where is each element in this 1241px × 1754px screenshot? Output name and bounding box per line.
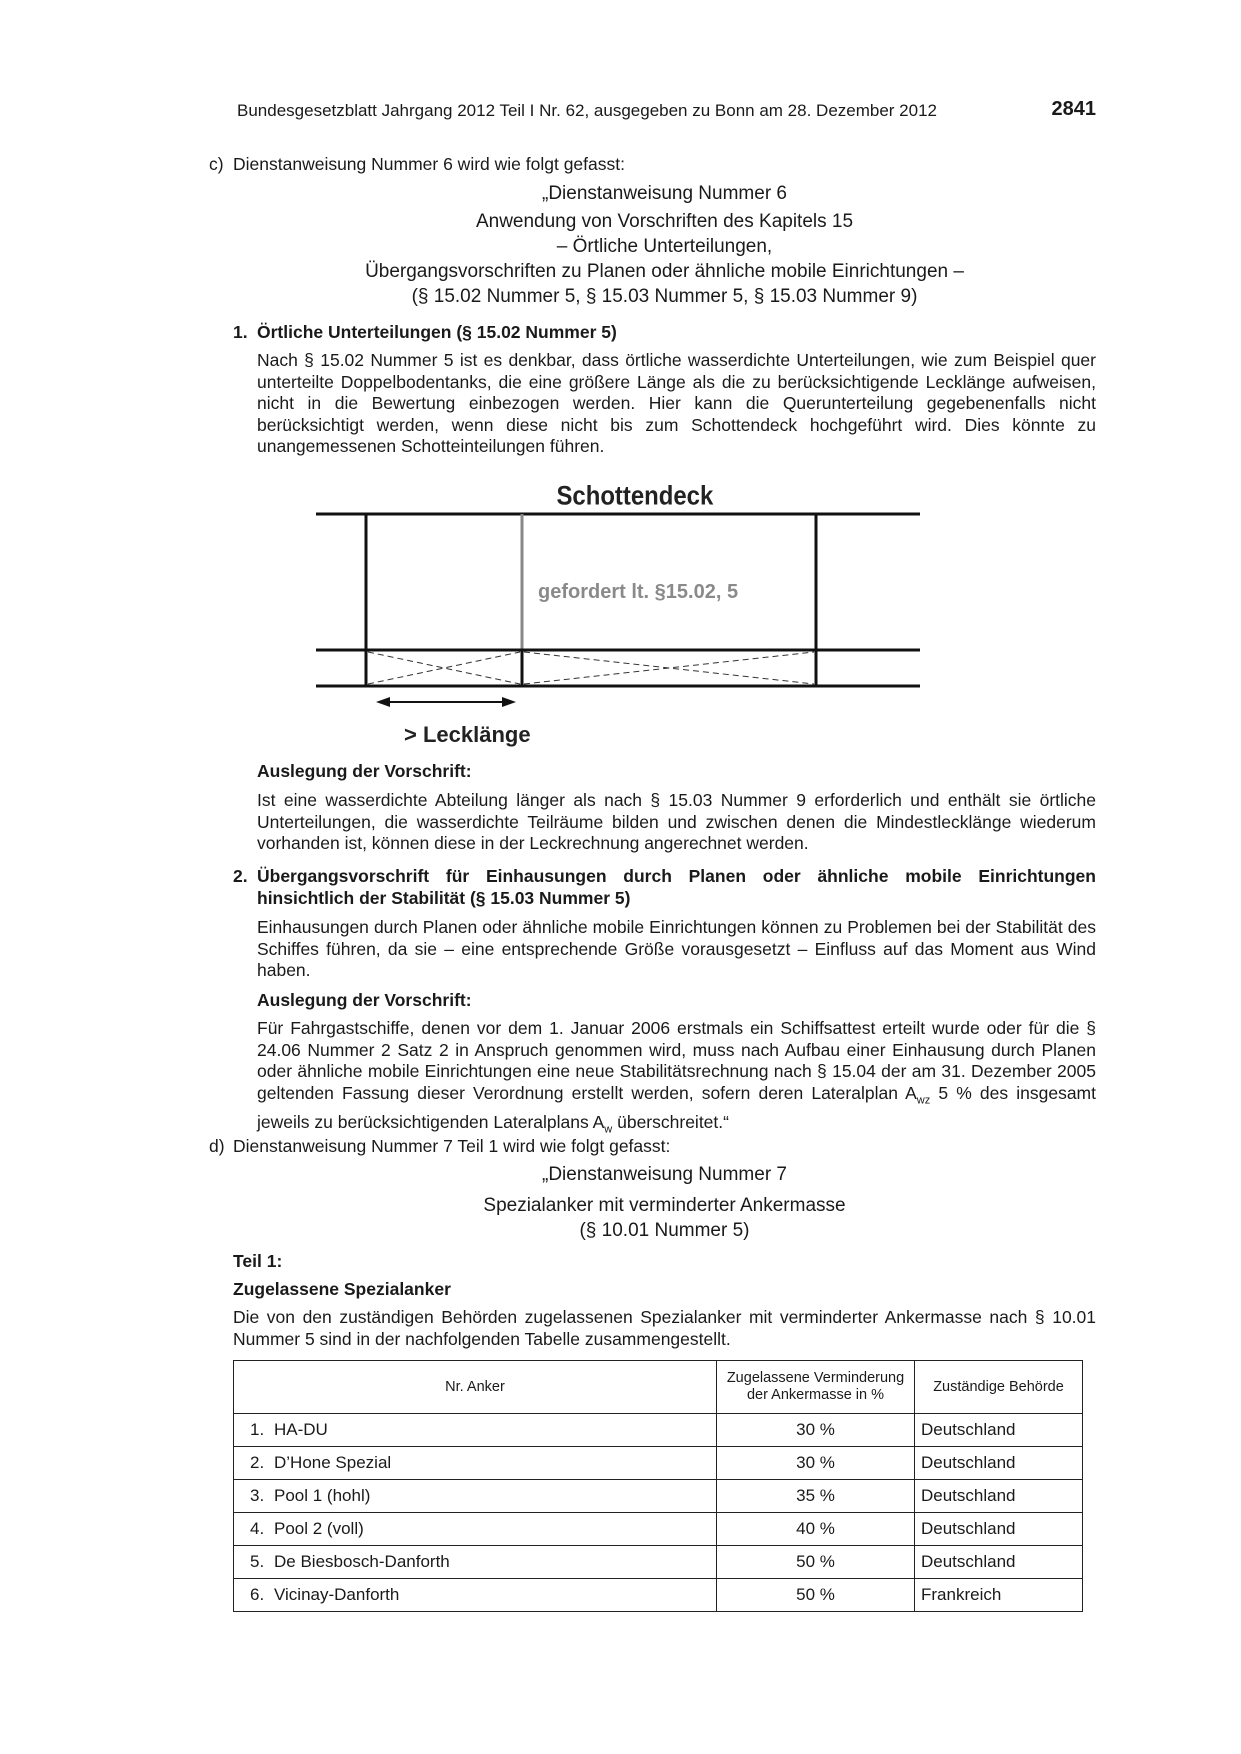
title-line: Spezialanker mit verminderter Ankermasse xyxy=(483,1195,846,1216)
cell-anker: 5. De Biesbosch-Danforth xyxy=(234,1546,717,1579)
title-line: Anwendung von Vorschriften des Kapitels 15 xyxy=(475,211,854,232)
section-c-intro: Dienstanweisung Nummer 6 wird wie folgt gefasst: xyxy=(233,154,625,174)
item1-number: 1. xyxy=(233,322,248,342)
cell-anker: 4. Pool 2 (voll) xyxy=(234,1513,717,1546)
cell-anker: 1. HA-DU xyxy=(234,1414,717,1447)
table-row xyxy=(234,1546,1083,1579)
cell-anker: 2. D’Hone Spezial xyxy=(234,1447,717,1480)
table-row xyxy=(234,1579,1083,1612)
cell-authority: Deutschland xyxy=(915,1414,1083,1447)
title-line: Übergangsvorschriften zu Planen oder ähnliche mobile Einrichtungen – xyxy=(365,261,964,282)
part-heading: Zugelassene Spezialanker xyxy=(233,1279,451,1299)
cell-reduction: 30 % xyxy=(717,1414,915,1447)
cell-reduction: 30 % xyxy=(717,1447,915,1480)
cell-anker: 6. Vicinay-Danforth xyxy=(234,1579,717,1612)
cell-reduction: 50 % xyxy=(717,1546,915,1579)
bulkhead-diagram xyxy=(300,470,940,760)
item2-interpretation-heading: Auslegung der Vorschrift: xyxy=(257,990,472,1010)
table-row xyxy=(234,1447,1083,1480)
table-row xyxy=(234,1414,1083,1447)
running-title: Bundesgesetzblatt Jahrgang 2012 Teil I Nr. 62, ausgegeben zu Bonn am 28. Dezember 2012 xyxy=(237,101,937,120)
sub-wz: wz xyxy=(916,1094,931,1106)
title-line: (§ 15.02 Nummer 5, § 15.03 Nummer 5, § 15.03 Nummer 9) xyxy=(411,286,918,307)
item1-interpretation-heading: Auslegung der Vorschrift: xyxy=(257,761,472,781)
anchor-table xyxy=(233,1360,1083,1612)
section-d-marker: d) xyxy=(209,1136,225,1156)
leak-label: > Lecklänge xyxy=(404,722,531,747)
col-header-reduction: Zugelassene Verminderung der Ankermasse in % xyxy=(717,1361,915,1414)
col-header-authority: Zuständige Behörde xyxy=(915,1361,1083,1414)
interp-part-b: 5 % des insgesamt jeweils zu berücksichtigenden Lateralplans A xyxy=(257,1082,1096,1132)
item2-paragraph: Einhausungen durch Planen oder ähnliche mobile Einrichtungen können zu Problemen bei der Stabilität des Schiffes führen, da sie – eine entsprechende Größe vorausgesetzt – Einfluss auf das Moment aus Wind haben. xyxy=(257,917,1096,980)
deck-label: Schottendeck xyxy=(556,481,714,512)
title-line: „Dienstanweisung Nummer 6 xyxy=(542,183,787,204)
cell-anker: 3. Pool 1 (hohl) xyxy=(234,1480,717,1513)
col-header-anker: Nr. Anker xyxy=(234,1361,717,1414)
cell-authority: Deutschland xyxy=(915,1513,1083,1546)
required-label: gefordert lt. §15.02, 5 xyxy=(538,581,739,603)
table-row xyxy=(234,1480,1083,1513)
section-c-marker: c) xyxy=(209,154,224,174)
cell-reduction: 40 % xyxy=(717,1513,915,1546)
section-d-title xyxy=(233,1162,1096,1243)
running-header xyxy=(237,98,1096,121)
title-line: – Örtliche Unterteilungen, xyxy=(556,236,773,257)
section-c-title xyxy=(233,181,1096,309)
section-d-intro: Dienstanweisung Nummer 7 Teil 1 wird wie folgt gefasst: xyxy=(233,1136,671,1156)
item1-interpretation-text: Ist eine wasserdichte Abteilung länger als nach § 15.03 Nummer 9 erforderlich und enthält sie örtliche Unterteilungen, die wasserdichte Teilräume bilden und zwischen denen die Mindestlecklänge wiederum vorhanden ist, können diese in der Leckrechnung angerechnet werden. xyxy=(257,790,1096,853)
title-line: „Dienstanweisung Nummer 7 xyxy=(542,1164,787,1185)
item2-heading: Übergangsvorschrift für Einhausungen durch Planen oder ähnliche mobile Einrichtungen hinsichtlich der Stabilität (§ 15.03 Nummer 5) xyxy=(257,866,1096,908)
table-row xyxy=(234,1513,1083,1546)
interp-part-c: überschreitet.“ xyxy=(612,1111,729,1132)
cell-authority: Deutschland xyxy=(915,1480,1083,1513)
cell-authority: Frankreich xyxy=(915,1579,1083,1612)
item2-interpretation-text xyxy=(257,1018,1096,1141)
table-header-row xyxy=(234,1361,1083,1414)
cell-reduction: 50 % xyxy=(717,1579,915,1612)
cell-reduction: 35 % xyxy=(717,1480,915,1513)
item1-heading: Örtliche Unterteilungen (§ 15.02 Nummer 5) xyxy=(257,322,617,342)
page-number: 2841 xyxy=(1051,98,1096,120)
item2-number: 2. xyxy=(233,866,248,886)
section-d-paragraph: Die von den zuständigen Behörden zugelassenen Spezialanker mit verminderter Ankermasse nach § 10.01 Nummer 5 sind in der nachfolgenden Tabelle zusammengestellt. xyxy=(233,1307,1096,1349)
interp-part-a: Für Fahrgastschiffe, denen vor dem 1. Januar 2006 erstmals ein Schiffsattest erteilt wurde oder für die § 24.06 Nummer 2 Satz 2 in Anspruch genommen wird, muss nach Aufbau einer Einhausung durch Planen oder ähnliche mobile Einrichtungen eine neue Stabilitätsrechnung nach § 15.04 der am 31. Dezember 2005 geltenden Fassung dieser Verordnung erstellt werden, sofern deren Lateralplan A xyxy=(257,1018,1096,1103)
sub-w: w xyxy=(604,1123,613,1135)
cell-authority: Deutschland xyxy=(915,1447,1083,1480)
item1-paragraph: Nach § 15.02 Nummer 5 ist es denkbar, dass örtliche wasserdichte Unterteilungen, wie zum Beispiel quer unterteilte Doppelbodentanks, die eine größere Länge als die zu berücksichtigende Lecklänge aufweisen, nicht in die Bewertung einbezogen werden. Hier kann die Querunterteilung gegebenenfalls nicht berücksichtigt werden, wenn diese nicht bis zum Schottendeck hochgeführt wird. Dies könnte zu unangemessenen Schotteinteilungen führen. xyxy=(257,350,1096,456)
cell-authority: Deutschland xyxy=(915,1546,1083,1579)
title-line: (§ 10.01 Nummer 5) xyxy=(579,1220,750,1241)
part-label: Teil 1: xyxy=(233,1251,283,1271)
